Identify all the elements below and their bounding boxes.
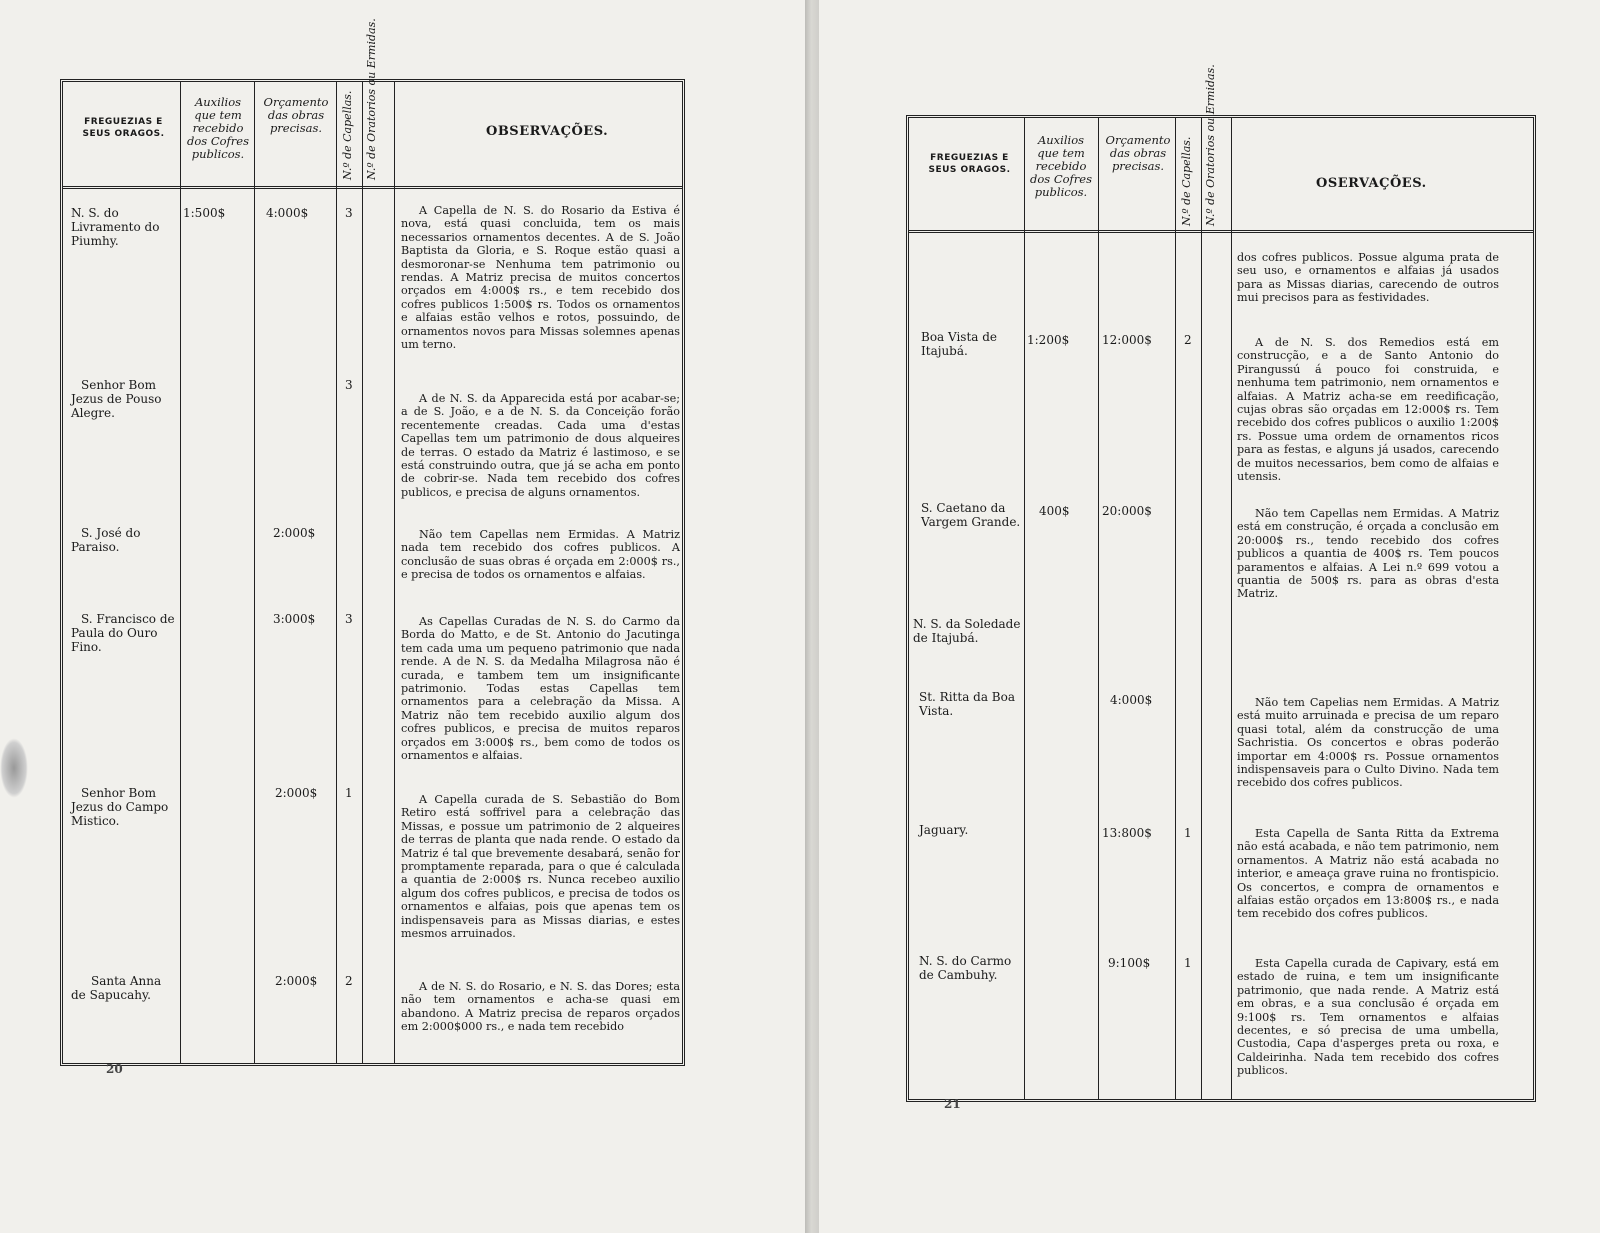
parish-name: St. Ritta da Boa Vista. bbox=[919, 690, 1016, 718]
right-table bbox=[906, 64, 1536, 1102]
parish-name: N. S. do Livramento do Piumhy. bbox=[71, 206, 160, 248]
header-observacoes: OSERVAÇÕES. bbox=[1316, 176, 1427, 191]
orcamento-value: 12:000$ bbox=[1102, 333, 1152, 347]
header-freguezias: FREGUEZIAS E SEUS ORAGOS. bbox=[82, 117, 165, 139]
capellas-count: 1 bbox=[345, 786, 353, 800]
observation-text: A de N. S. do Rosario, e N. S. das Dores; esta não tem ornamentos e acha-se quasi em abandono. A Matriz precisa de reparos orçados em 2:000$000 rs., e nada tem recebido bbox=[401, 980, 680, 1034]
header-oratorios: N.º de Oratorios ou Ermidas. bbox=[1204, 64, 1217, 226]
parish-name: Jaguary. bbox=[919, 823, 969, 837]
auxilio-value: 1:200$ bbox=[1027, 333, 1070, 347]
orcamento-value: 2:000$ bbox=[273, 526, 316, 540]
capellas-count: 2 bbox=[345, 974, 353, 988]
capellas-count: 2 bbox=[1184, 333, 1192, 347]
col-divider bbox=[1098, 118, 1099, 1099]
parish-name: N. S. do Carmo de Cambuhy. bbox=[919, 954, 1012, 982]
auxilio-value: 1:500$ bbox=[183, 206, 226, 220]
parish-name: Senhor Bom Jezus de Pouso Alegre. bbox=[71, 378, 162, 420]
header-orcamento: Orçamento das obras precisas. bbox=[1105, 133, 1171, 173]
observation-text: Não tem Capellas nem Ermidas. A Matriz está em construção, é orçada a conclusão em 20:000$ rs., tendo recebido dos cofres publicos a quantia de 400$ rs. Tem poucos paramentos e alfaias. A Lei n.º 699 votou a quantia de 500$ rs. para as obras d'esta Matriz. bbox=[1237, 507, 1499, 601]
observation-text: Esta Capella de Santa Ritta da Extrema não está acabada, e não tem patrimonio, nem ornamentos. A Matriz não está acabada no interior, e ameaça grave ruina no frontispicio. Os concertos, e compra de ornamentos e alfaias estão orçados em 13:800$ rs., e nada tem recebido dos cofres publicos. bbox=[1237, 827, 1499, 921]
header-oratorios: N.º de Oratorios ou Ermidas. bbox=[365, 18, 378, 180]
parish-name: S. Caetano da Vargem Grande. bbox=[921, 501, 1021, 529]
orcamento-value: 20:000$ bbox=[1102, 504, 1152, 518]
observation-text: A de N. S. dos Remedios está em construcção, e a de Santo Antonio do Pirangussú á pouco foi construida, e nenhuma tem patrimonio, nem ornamentos e alfaias. A Matriz acha-se em reedificação, cujas obras são orçadas em 12:000$ rs. Tem recebido dos cofres publicos o auxilio 1:200$ rs. Possue uma ordem de ornamentos ricos para as festas, e alguns já usados, carecendo de muitos necessarios, bem como de alfaias e utensis. bbox=[1237, 336, 1499, 484]
col-divider bbox=[1231, 118, 1232, 1099]
auxilio-value: 400$ bbox=[1039, 504, 1070, 518]
page-number: 21 bbox=[944, 1097, 961, 1111]
header-auxilios: Auxilios que tem recebido dos Cofres publicos. bbox=[186, 95, 250, 161]
capellas-count: 3 bbox=[345, 378, 353, 392]
parish-name: Senhor Bom Jezus do Campo Mistico. bbox=[71, 786, 169, 828]
parish-name: Boa Vista de Itajubá. bbox=[921, 330, 998, 358]
capellas-count: 1 bbox=[1184, 956, 1192, 970]
parish-name: Santa Anna de Sapucahy. bbox=[71, 974, 162, 1002]
orcamento-value: 2:000$ bbox=[275, 786, 318, 800]
header-capellas: N.º de Capellas. bbox=[341, 90, 354, 180]
observation-text: A Capella curada de S. Sebastião do Bom Retiro está soffrivel para a celebração das Missas, e possue um patrimonio de 2 alqueires de terras de planta que nada rende. O estado da Matriz é tal que brevemente desabará, senão for promptamente reparada, para o que é calculada a quantia de 2:000$ rs. Nunca recebeo auxilio algum dos cofres publicos, e precisa de todos os ornamentos e alfaias, pois que apenas tem os indispensaveis para as Missas diarias, e estes mesmos arruinados. bbox=[401, 793, 680, 941]
observation-text: A de N. S. da Apparecida está por acabar-se; a de S. João, e a de N. S. da Conceição forão recentemente creadas. Cada uma d'estas Capellas tem um patrimonio de dous alqueires de terras. O estado da Matriz é lastimoso, e se está construindo outra, que já se acha em ponto de cobrir-se. Nada tem recebido dos cofres publicos, e precisa de alguns ornamentos. bbox=[401, 392, 680, 499]
header-freguezias: FREGUEZIAS E SEUS ORAGOS. bbox=[928, 153, 1011, 175]
observation-text: Esta Capella curada de Capivary, está em estado de ruina, e tem um insignificante patrimonio, que nada rende. A Matriz está em obras, e a sua conclusão é orçada em 9:100$ rs. Tem ornamentos e alfaias decentes, e só precisa de uma umbella, Custodia, Capa d'asperges preta ou roxa, e Caldeirinha. Nada tem recebido dos cofres publicos. bbox=[1237, 957, 1499, 1078]
page-number: 20 bbox=[106, 1062, 123, 1076]
header-auxilios: Auxilios que tem recebido dos Cofres publicos. bbox=[1029, 133, 1093, 199]
capellas-count: 1 bbox=[1184, 826, 1192, 840]
header-capellas: N.º de Capellas. bbox=[1180, 136, 1193, 226]
header-observacoes: OBSERVAÇÕES. bbox=[486, 124, 609, 139]
header-rule bbox=[909, 230, 1533, 233]
capellas-count: 3 bbox=[345, 206, 353, 220]
observation-text: As Capellas Curadas de N. S. do Carmo da Borda do Matto, e de St. Antonio do Jacutinga tem cada uma um pequeno patrimonio que nada rende. A de N. S. da Medalha Milagrosa não é curada, e tambem tem um insignificante patrimonio. Todas estas Capellas tem ornamentos para a celebração da Missa. A Matriz não tem recebido auxilio algum dos cofres publicos, e precisa de muitos reparos orçados em 3:000$ rs., bem como de todos os ornamentos e alfaias. bbox=[401, 615, 680, 763]
orcamento-value: 13:800$ bbox=[1102, 826, 1152, 840]
col-divider bbox=[1024, 118, 1025, 1099]
parish-name: S. Francisco de Paula do Ouro Fino. bbox=[71, 612, 175, 654]
orcamento-value: 2:000$ bbox=[275, 974, 318, 988]
parish-name: N. S. da Soledade de Itajubá. bbox=[913, 617, 1021, 645]
col-divider bbox=[1201, 118, 1202, 1099]
continuation-text: dos cofres publicos. Possue alguma prata de seu uso, e ornamentos e alfaias já usados para as Missas diarias, carecendo de outros mui precisos para as festividades. bbox=[1237, 251, 1499, 305]
orcamento-value: 3:000$ bbox=[273, 612, 316, 626]
observation-text: Não tem Capellas nem Ermidas. A Matriz nada tem recebido dos cofres publicos. A conclusão de suas obras é orçada em 2:000$ rs., e precisa de todos os ornamentos e alfaias. bbox=[401, 528, 680, 582]
observation-text: Não tem Capelias nem Ermidas. A Matriz está muito arruinada e precisa de um reparo quasi total, além da construcção de uma Sachristia. Os concertos e obras poderão importar em 4:000$ rs. Possue ornamentos indispensaveis para o Culto Divino. Nada tem recebido dos cofres publicos. bbox=[1237, 696, 1499, 790]
orcamento-value: 4:000$ bbox=[266, 206, 309, 220]
observation-text: A Capella de N. S. do Rosario da Estiva é nova, está quasi concluida, tem os mais necessarios ornamentos decentes. A de S. João Baptista da Gloria, e S. Roque estão quasi a desmoronar-se Nenhuma tem patrimonio ou rendas. A Matriz precisa de muitos concertos orçados em 4:000$ rs., e tem recebido dos cofres publicos 1:500$ rs. Todos os ornamentos e alfaias estão velhos e rotos, possuindo, de ornamentos novos para Missas solemnes apenas um terno. bbox=[401, 204, 680, 352]
parish-name: S. José do Paraiso. bbox=[71, 526, 141, 554]
capellas-count: 3 bbox=[345, 612, 353, 626]
header-orcamento: Orçamento das obras precisas. bbox=[263, 95, 329, 135]
col-divider bbox=[1175, 118, 1176, 1099]
orcamento-value: 4:000$ bbox=[1110, 693, 1153, 707]
orcamento-value: 9:100$ bbox=[1108, 956, 1151, 970]
